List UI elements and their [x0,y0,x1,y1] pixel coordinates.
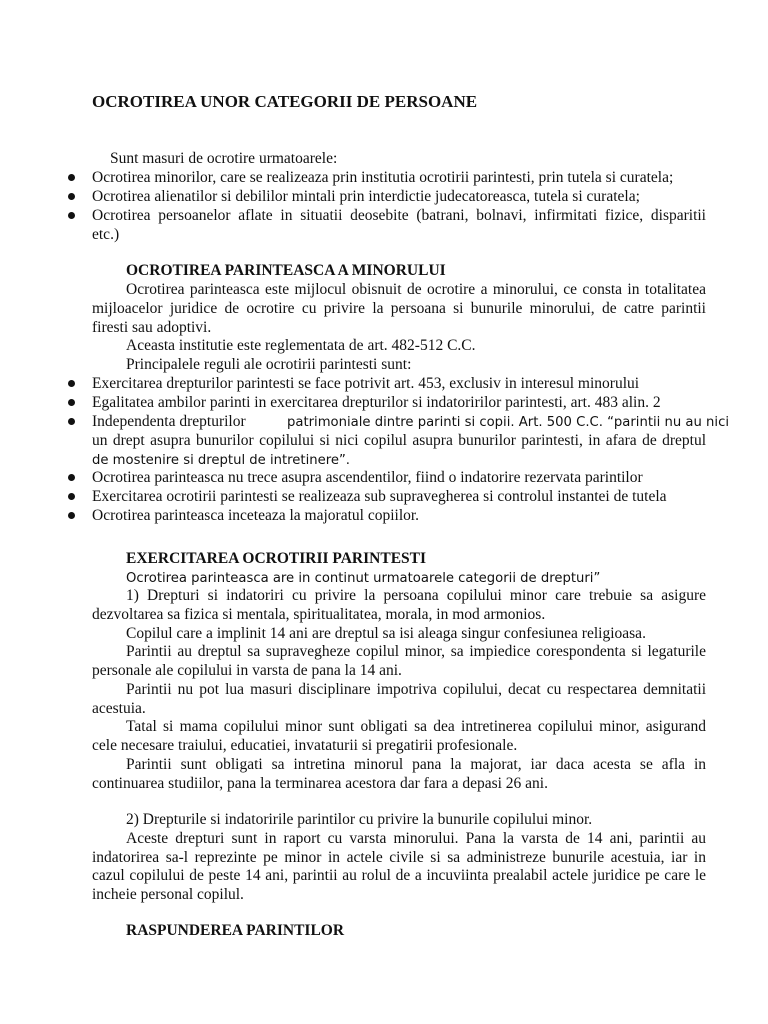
bullet-icon [68,212,75,219]
bullet-icon [68,399,75,406]
paragraph-line: Aceste drepturi sunt in raport cu varsta minorului. Pana la varsta de 14 ani, parintii au [126,830,706,847]
list-item: Ocrotirea persoanelor aflate in situatii deosebite (batrani, bolnavi, infirmitati fizice, disparitii [92,207,706,224]
paragraph-line: Aceasta institutie este reglementata de art. 482-512 C.C. [126,337,476,354]
section-heading: EXERCITAREA OCROTIRII PARINTESTI [126,550,427,567]
intro-text: Sunt masuri de ocrotire urmatoarele: [110,150,338,167]
list-item-continuation: etc.) [92,226,120,243]
bullet-icon [68,474,75,481]
section-heading: RASPUNDEREA PARINTILOR [126,922,345,939]
bullet-icon [68,493,75,500]
paragraph-line: Tatal si mama copilului minor sunt obligati sa dea intretinerea copilului minor, asigurand [126,718,706,735]
paragraph-line: Parintii nu pot lua masuri disciplinare impotriva copilului, decat cu respectarea demnitatii [126,681,706,698]
paragraph-line: incheie personal copilul. [92,886,244,903]
paragraph-line: Copilul care a implinit 14 ani are dreptul sa isi aleaga singur confesiunea religioasa. [126,625,646,642]
bullet-icon [68,380,75,387]
paragraph-line: mijloacelor juridice de ocrotire cu privire la persoana si bunurile minorului, de catre parintii [92,300,706,317]
list-item-continuation: de mostenire si dreptul de intretinere”. [92,453,350,468]
list-item-continuation: un drept asupra bunurilor copilului si nici copilul asupra bunurilor parintesti, in afara de dreptul [92,432,706,449]
list-item: Ocrotirea parinteasca inceteaza la majoratul copiilor. [92,507,420,524]
bullet-icon [68,418,75,425]
paragraph-line: dezvoltarea sa fizica si mentala, spiritualitatea, morala, in mod armonios. [92,606,546,623]
list-item: Egalitatea ambilor parinti in exercitarea drepturilor si indatoririlor parintesti, art. 483 alin. 2 [92,394,661,411]
paragraph-line: Parintii sunt obligati sa intretina minorul pana la majorat, iar daca acesta se afla in [126,756,706,773]
paragraph-line: firesti sau adoptivi. [92,319,212,336]
paragraph-line: Ocrotirea parinteasca este mijlocul obisnuit de ocrotire a minorului, ce consta in totalitatea [126,281,706,298]
bullet-icon [68,193,75,200]
paragraph-line: Principalele reguli ale ocrotirii parintesti sunt: [126,356,412,373]
paragraph-line: continuarea studiilor, pana la terminarea acestora dar fara a depasi 26 ani. [92,775,548,792]
section-heading: OCROTIREA PARINTEASCA A MINORULUI [126,262,446,279]
paragraph-line: Parintii au dreptul sa supravegheze copilul minor, sa impiedice corespondenta si legaturile [126,643,706,660]
paragraph-line: indatorirea sa-l reprezinte pe minor in actele civile si sa administreze bunurile acestuia, iar in [92,849,706,866]
list-item: Ocrotirea parinteasca nu trece asupra ascendentilor, fiind o indatorire rezervata parintilor [92,469,643,486]
bullet-icon [68,174,75,181]
paragraph-line: 1) Drepturi si indatoriri cu privire la persoana copilului minor care trebuie sa asigure [126,587,706,604]
page-title: OCROTIREA UNOR CATEGORII DE PERSOANE [92,92,478,111]
list-item: Exercitarea drepturilor parintesti se face potrivit art. 453, exclusiv in interesul minorului [92,375,640,392]
section-subtitle: Ocrotirea parinteasca are in continut urmatoarele categorii de drepturi” [126,571,601,586]
paragraph-line: personale ale copilului in varsta de pana la 14 ani. [92,662,402,679]
bullet-icon [68,512,75,519]
paragraph-line: acestuia. [92,700,146,717]
list-item: Ocrotirea minorilor, care se realizeaza prin institutia ocrotirii parintesti, prin tutela si curatela; [92,169,674,186]
paragraph-line: cazul copilului de peste 14 ani, parintii au rolul de a incuviinta prealabil actele juridice pe care le [92,867,706,884]
paragraph-line: 2) Drepturile si indatoririle parintilor cu privire la bunurile copilului minor. [126,811,593,828]
list-item: Ocrotirea alienatilor si debililor mintali prin interdictie judecatoreasca, tutela si curatela; [92,188,640,205]
list-item: patrimoniale dintre parinti si copii. Art. 500 C.C. “parintii nu au nici [287,415,729,430]
paragraph-line: cele necesare traiului, educatiei, invataturii si pregatirii profesionale. [92,737,518,754]
list-item: Independenta drepturilor [92,413,246,430]
list-item: Exercitarea ocrotirii parintesti se realizeaza sub supravegherea si controlul instantei de tutela [92,488,667,505]
